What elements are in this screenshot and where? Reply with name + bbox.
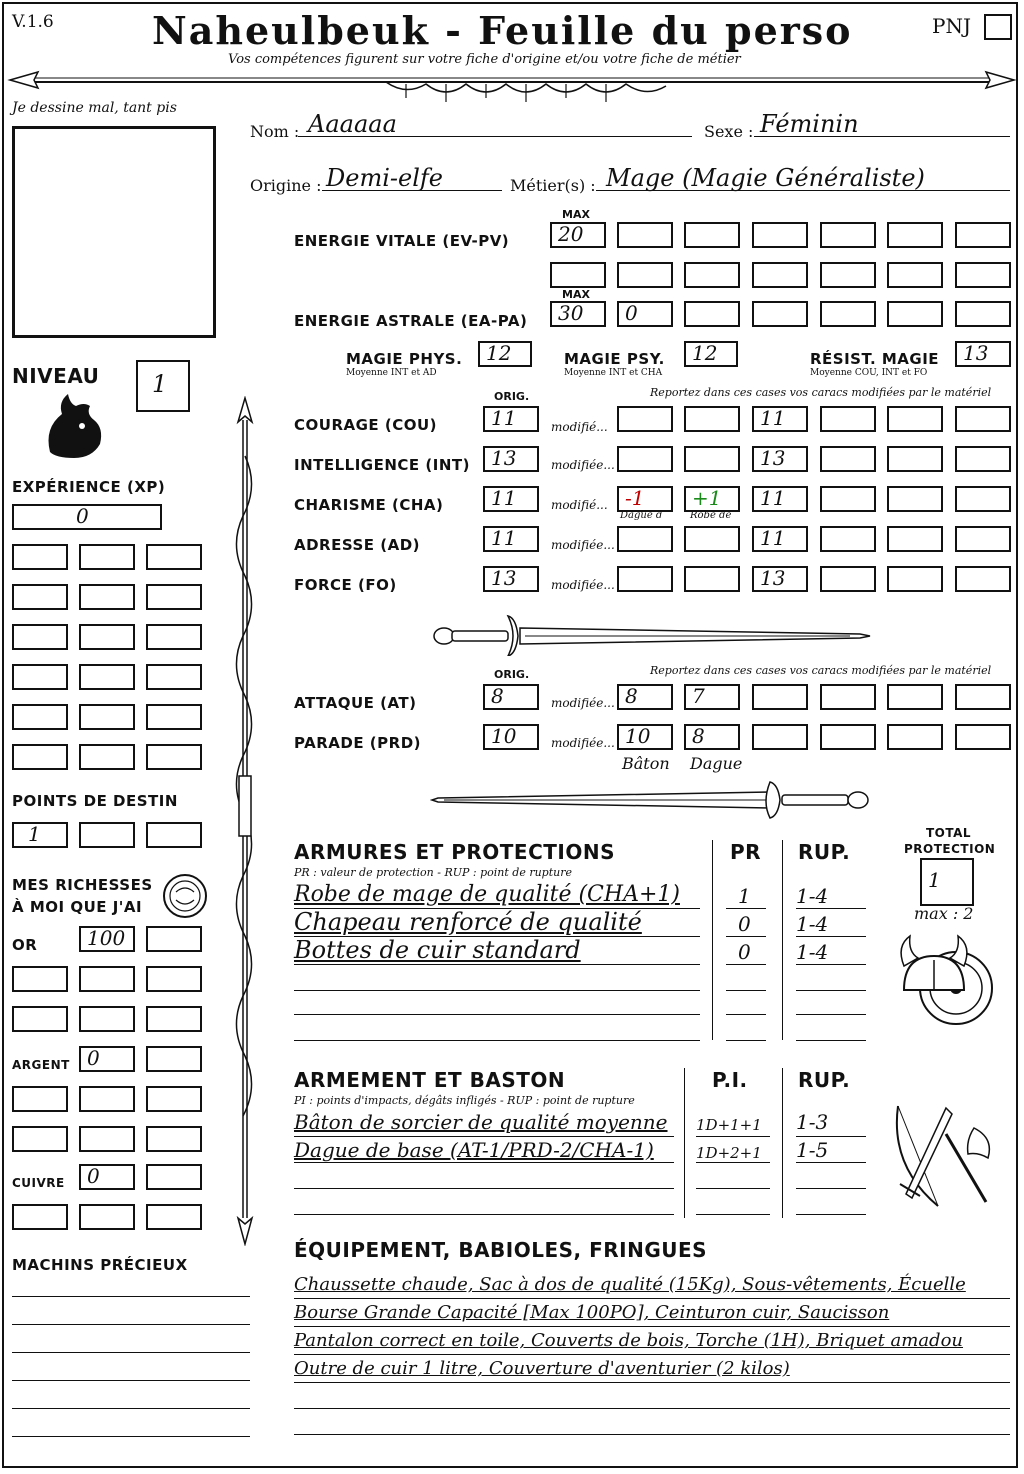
sword-icon [430,612,876,656]
ev-max-box[interactable] [550,222,606,248]
or-value: 100 [87,926,126,950]
carac-orig-value: 13 [491,566,517,590]
ev-box[interactable] [887,262,943,288]
carac-mod-box[interactable] [684,446,740,472]
sexe-label: Sexe : [704,122,754,141]
weapon-label-1: Bâton [622,754,670,773]
argent-box[interactable] [146,1046,202,1072]
at-orig-box[interactable] [483,684,539,710]
carac-box[interactable] [955,566,1011,592]
xp-grid-box[interactable] [79,584,135,610]
destin-box[interactable] [12,822,68,848]
xp-value: 0 [76,504,89,528]
spear-icon [228,396,262,1246]
armure-name[interactable]: Bottes de cuir standard [294,936,581,964]
armure-line[interactable] [796,990,866,991]
ev-label: ENERGIE VITALE (EV-PV) [294,232,510,250]
arme-line[interactable] [696,1214,770,1215]
arme-line [796,1136,866,1137]
xp-box[interactable] [12,504,162,530]
armure-pr[interactable]: 0 [738,940,751,964]
metier-label: Métier(s) : [510,176,596,195]
carac-box[interactable] [955,486,1011,512]
ev-box[interactable] [684,262,740,288]
prd-orig-box[interactable] [483,724,539,750]
prd-box[interactable] [684,724,740,750]
carac-label-fo: FORCE (FO) [294,576,397,594]
carac-mod-box[interactable] [617,406,673,432]
prd-label: PARADE (PRD) [294,734,422,752]
carac-orig-value: 11 [491,406,517,430]
coin-icon [160,872,210,920]
or-box[interactable] [79,926,135,952]
xp-grid-box[interactable] [12,584,68,610]
armure-pr[interactable]: 0 [738,912,751,936]
arme-line[interactable] [796,1188,866,1189]
equipement-line [294,1326,1010,1327]
arme-line[interactable] [696,1188,770,1189]
sexe-line [754,136,1010,137]
argent-label: ARGENT [12,1058,70,1072]
armure-line[interactable] [726,1014,766,1015]
metier-value[interactable]: Mage (Magie Généraliste) [606,164,925,192]
xp-grid-box[interactable] [12,624,68,650]
xp-grid-box[interactable] [79,744,135,770]
resist-magie-value: 13 [963,341,989,365]
or-box[interactable] [79,1006,135,1032]
carac-final-value: 11 [760,486,786,510]
carac-box[interactable] [955,526,1011,552]
carac-final-cou[interactable] [752,406,808,432]
carac-box[interactable] [820,486,876,512]
armure-line[interactable] [726,990,766,991]
carac-mod-box[interactable] [617,486,673,512]
armure-rup[interactable]: 1-4 [796,940,829,964]
nom-line [298,136,692,137]
carac-box[interactable] [820,566,876,592]
carac-mod-label: modifiée... [551,578,615,592]
ev-box[interactable] [887,222,943,248]
ev-box[interactable] [550,262,606,288]
carac-mod1-note: Dague d [620,510,663,521]
at-value: 7 [692,684,705,708]
or-box[interactable] [79,966,135,992]
niveau-value: 1 [152,370,168,398]
machins-line[interactable] [12,1324,250,1325]
armement-pi-header: P.I. [712,1068,748,1092]
carac-final-ad[interactable] [752,526,808,552]
magie-psy-note: Moyenne INT et CHA [564,368,663,378]
armure-line [796,964,866,965]
report-note: Reportez dans ces cases vos caracs modifiées par le matériel [650,386,992,399]
magie-phys-value: 12 [486,341,512,365]
nom-value[interactable]: Aaaaaa [308,110,397,138]
carac-mod-box[interactable] [684,526,740,552]
resist-magie-note: Moyenne COU, INT et FO [810,368,928,378]
equipement-line-text[interactable]: Bourse Grande Capacité [Max 100PO], Ceinturon cuir, Saucisson [294,1302,890,1323]
argent-box[interactable] [146,1126,202,1152]
at-box[interactable] [684,684,740,710]
armures-title: ARMURES ET PROTECTIONS [294,840,615,864]
ev-box[interactable] [752,262,808,288]
prd-orig-value: 10 [491,724,517,748]
prd-box[interactable] [617,724,673,750]
carac-box[interactable] [820,446,876,472]
ea-label: ENERGIE ASTRALE (EA-PA) [294,312,528,330]
destin-label: POINTS DE DESTIN [12,792,178,810]
ea-box[interactable] [887,301,943,327]
armures-divider [712,840,713,1040]
equipement-line-text[interactable]: Chaussette chaude, Sac à dos de qualité (15Kg), Sous-vêtements, Écuelle [294,1274,966,1295]
nom-label: Nom : [250,122,300,141]
carac-mod-box[interactable] [617,526,673,552]
arme-line [696,1162,770,1163]
carac-box[interactable] [887,446,943,472]
ev-box[interactable] [752,222,808,248]
at-value: 8 [625,684,638,708]
carac-orig-value: 11 [491,526,517,550]
argent-box[interactable] [146,1086,202,1112]
or-box[interactable] [146,966,202,992]
niveau-box[interactable] [136,360,190,412]
xp-grid-box[interactable] [146,744,202,770]
arme-rup[interactable]: 1-3 [796,1110,829,1134]
at-box[interactable] [617,684,673,710]
armure-line[interactable] [796,1040,866,1041]
prd-box[interactable] [955,724,1011,750]
carac-mod-label: modifié... [551,420,608,434]
armure-line [796,908,866,909]
carac-label-cha: CHARISME (CHA) [294,496,444,514]
carac-mod-label: modifiée... [551,458,615,472]
armure-line [294,964,700,965]
arme-line [294,1136,674,1137]
carac-box[interactable] [887,566,943,592]
armement-divider [782,1068,783,1218]
portrait-box[interactable] [12,126,216,338]
total-protection-label: TOTAL [926,826,972,840]
armure-line[interactable] [294,1014,700,1015]
machins-label: MACHINS PRÉCIEUX [12,1256,188,1274]
ea-current-value: 0 [625,301,638,325]
magie-psy-value: 12 [692,341,718,365]
prd-box[interactable] [887,724,943,750]
xp-grid-box[interactable] [146,664,202,690]
carac-orig-int[interactable] [483,446,539,472]
ea-max-label: MAX [562,288,590,301]
arme-line[interactable] [294,1214,674,1215]
armures-pr-header: PR [730,840,762,864]
carac-final-value: 13 [760,566,786,590]
xp-label: EXPÉRIENCE (XP) [12,478,166,496]
pnj-checkbox[interactable] [984,14,1012,40]
equipement-line [294,1298,1010,1299]
carac-orig-fo[interactable] [483,566,539,592]
resist-magie-label: RÉSIST. MAGIE [810,350,940,368]
carac-mod-box[interactable] [684,486,740,512]
at-box[interactable] [955,684,1011,710]
xp-grid-box[interactable] [12,704,68,730]
carac-box[interactable] [820,526,876,552]
armement-title: ARMEMENT ET BASTON [294,1068,566,1092]
armure-line[interactable] [294,1040,700,1041]
armement-divider [684,1068,685,1218]
carac-final-fo[interactable] [752,566,808,592]
carac-box[interactable] [887,486,943,512]
argent-box[interactable] [12,1126,68,1152]
orig-label: ORIG. [494,390,530,403]
ea-box[interactable] [955,301,1011,327]
equipement-line-text[interactable]: Outre de cuir 1 litre, Couverture d'aventurier (2 kilos) [294,1358,790,1379]
carac-orig-cha[interactable] [483,486,539,512]
prd-value: 8 [692,724,705,748]
carac-box[interactable] [887,406,943,432]
carac-label-cou: COURAGE (COU) [294,416,438,434]
ev-box[interactable] [617,222,673,248]
version-label: V.1.6 [12,12,54,32]
cuivre-label: CUIVRE [12,1176,65,1190]
xp-grid-box[interactable] [12,744,68,770]
machins-line[interactable] [12,1352,250,1353]
arme-name[interactable]: Dague de base (AT-1/PRD-2/CHA-1) [294,1138,654,1162]
arme-pi[interactable]: 1D+2+1 [696,1144,762,1162]
dragon-icon [40,392,106,464]
equipement-line-text[interactable]: Pantalon correct en toile, Couverts de bois, Torche (1H), Briquet amadou [294,1330,964,1351]
carac-mod-label: modifié... [551,498,608,512]
carac-mod1-value: -1 [625,486,645,510]
resist-magie-box[interactable] [955,341,1011,367]
armures-note: PR : valeur de protection - RUP : point de rupture [294,866,572,879]
carac-orig-value: 13 [491,446,517,470]
carac-box[interactable] [955,446,1011,472]
weapon-label-2: Dague [690,754,743,773]
carac-box[interactable] [887,526,943,552]
or-box[interactable] [146,1006,202,1032]
carac-final-value: 11 [760,406,786,430]
argent-box[interactable] [79,1126,135,1152]
magie-phys-box[interactable] [478,341,532,367]
armure-line [726,964,766,965]
ev-box[interactable] [617,262,673,288]
ev-box[interactable] [820,222,876,248]
armement-rup-header: RUP. [798,1068,851,1092]
carac-mod-box[interactable] [617,446,673,472]
richesses-label-2: À MOI QUE J'AI [12,898,143,916]
total-protection-label-2: PROTECTION [904,842,996,856]
ev-max-value: 20 [558,222,584,246]
magie-phys-note: Moyenne INT et AD [346,368,437,378]
machins-line[interactable] [12,1380,250,1381]
total-protection-value: 1 [928,868,941,892]
ea-box[interactable] [617,301,673,327]
armure-line[interactable] [796,1014,866,1015]
at-label: ATTAQUE (AT) [294,694,417,712]
carac-final-cha[interactable] [752,486,808,512]
origine-label: Origine : [250,176,322,195]
xp-grid-box[interactable] [146,584,202,610]
prd-box[interactable] [820,724,876,750]
prd-value: 10 [625,724,651,748]
sword-icon [430,778,876,822]
portrait-caption: Je dessine mal, tant pis [12,100,177,116]
arme-line [796,1162,866,1163]
argent-box[interactable] [79,1046,135,1072]
page-subtitle: Vos compétences figurent sur votre fiche d'origine et/ou votre fiche de métier [228,52,741,67]
machins-line[interactable] [12,1296,250,1297]
armure-line[interactable] [726,1040,766,1041]
metier-line [596,190,1010,191]
armure-name[interactable]: Robe de mage de qualité (CHA+1) [294,882,680,907]
argent-value: 0 [87,1046,100,1070]
argent-box[interactable] [79,1086,135,1112]
arme-line [696,1136,770,1137]
armure-rup[interactable]: 1-4 [796,912,829,936]
ea-max-value: 30 [558,301,584,325]
carac-mod-box[interactable] [684,566,740,592]
total-protection-max: max : 2 [914,904,974,923]
ea-max-box[interactable] [550,301,606,327]
helmet-shield-icon [890,926,1000,1036]
at-box[interactable] [820,684,876,710]
equipement-line[interactable] [294,1408,1010,1409]
magie-psy-box[interactable] [684,341,738,367]
arme-line[interactable] [294,1188,674,1189]
machins-line[interactable] [12,1408,250,1409]
destin-value: 1 [28,822,41,846]
carac-mod2-value: +1 [692,486,722,510]
carac-mod-box[interactable] [617,566,673,592]
argent-box[interactable] [12,1086,68,1112]
carac-label-ad: ADRESSE (AD) [294,536,421,554]
armures-divider [782,840,783,1040]
armure-rup[interactable]: 1-4 [796,884,829,908]
xp-grid-box[interactable] [79,624,135,650]
at-orig-value: 8 [491,684,504,708]
or-label: OR [12,936,38,954]
cuivre-box[interactable] [146,1164,202,1190]
ea-box[interactable] [684,301,740,327]
cuivre-box[interactable] [79,1164,135,1190]
cuivre-box[interactable] [146,1204,202,1230]
destin-box[interactable] [79,822,135,848]
carac-final-value: 11 [760,526,786,550]
ev-box[interactable] [955,222,1011,248]
sexe-value[interactable]: Féminin [760,110,859,138]
at-mod-label: modifiée... [551,696,615,710]
cuivre-box[interactable] [79,1204,135,1230]
xp-grid-box[interactable] [12,664,68,690]
machins-line[interactable] [12,1436,250,1437]
prd-box[interactable] [752,724,808,750]
armure-name[interactable]: Chapeau renforcé de qualité [294,908,642,936]
destin-box[interactable] [146,822,202,848]
carac-label-int: INTELLIGENCE (INT) [294,456,470,474]
equipement-line [294,1354,1010,1355]
arme-rup[interactable]: 1-5 [796,1138,829,1162]
xp-grid-box[interactable] [146,624,202,650]
equipement-title: ÉQUIPEMENT, BABIOLES, FRINGUES [294,1238,708,1262]
total-protection-box[interactable] [920,858,974,906]
pnj-label: PNJ [932,14,971,38]
carac-orig-value: 11 [491,486,517,510]
armures-rup-header: RUP. [798,840,851,864]
carac-box[interactable] [820,406,876,432]
arme-pi[interactable]: 1D+1+1 [696,1116,762,1134]
carac-orig-cou[interactable] [483,406,539,432]
ev-max-label: MAX [562,208,590,221]
magie-psy-label: MAGIE PSY. [564,350,665,368]
cuivre-box[interactable] [12,1204,68,1230]
armure-line [796,936,866,937]
richesses-label: MES RICHESSES [12,876,153,894]
carac-mod-label: modifiée... [551,538,615,552]
ev-box[interactable] [820,262,876,288]
arme-line[interactable] [796,1214,866,1215]
ev-box[interactable] [684,222,740,248]
combat-orig-label: ORIG. [494,668,530,681]
equipement-line [294,1382,1010,1383]
carac-final-value: 13 [760,446,786,470]
or-box[interactable] [12,966,68,992]
xp-grid-box[interactable] [79,704,135,730]
armure-line [726,908,766,909]
magie-phys-label: MAGIE PHYS. [346,350,463,368]
xp-grid-box[interactable] [146,544,202,570]
at-box[interactable] [887,684,943,710]
combat-report-note: Reportez dans ces cases vos caracs modifiées par le matériel [650,664,992,677]
carac-orig-ad[interactable] [483,526,539,552]
at-box[interactable] [752,684,808,710]
armure-pr[interactable]: 1 [738,884,751,908]
cuivre-value: 0 [87,1164,100,1188]
carac-final-int[interactable] [752,446,808,472]
carac-box[interactable] [955,406,1011,432]
page-title: Naheulbeuk - Feuille du perso [152,8,853,53]
xp-grid-box[interactable] [146,704,202,730]
weapons-icon [886,1094,1006,1214]
arme-name[interactable]: Bâton de sorcier de qualité moyenne [294,1110,668,1134]
equipement-line[interactable] [294,1434,1010,1435]
ea-box[interactable] [752,301,808,327]
carac-mod-box[interactable] [684,406,740,432]
ev-box[interactable] [955,262,1011,288]
origine-line [322,190,502,191]
or-box[interactable] [146,926,202,952]
armement-note: PI : points d'impacts, dégâts infligés - RUP : point de rupture [294,1094,635,1107]
xp-grid-box[interactable] [12,544,68,570]
or-box[interactable] [12,1006,68,1032]
carac-mod2-note: Robe de [690,510,732,521]
origine-value[interactable]: Demi-elfe [326,164,443,192]
armure-line [726,936,766,937]
xp-grid-box[interactable] [79,544,135,570]
armure-line[interactable] [294,990,700,991]
niveau-label: NIVEAU [12,364,100,388]
prd-mod-label: modifiée... [551,736,615,750]
arme-line [294,1162,674,1163]
ea-box[interactable] [820,301,876,327]
xp-grid-box[interactable] [79,664,135,690]
